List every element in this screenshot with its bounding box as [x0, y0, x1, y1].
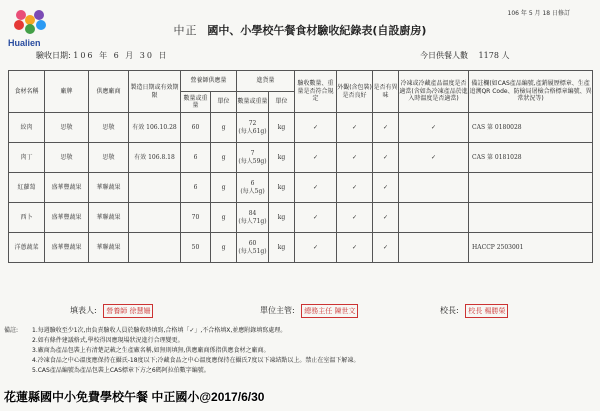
cell-remarks: CAS 第 0180028	[469, 113, 593, 143]
cell-name: 洋蔥蔬菜	[9, 233, 45, 263]
cell-check-packaging: ✓	[337, 113, 373, 143]
cell-name: 肉丁	[9, 143, 45, 173]
header-qty: 數量或重量	[181, 92, 211, 113]
cell-qty2-value: 6	[250, 180, 255, 187]
cell-qty2-sub: (每人61g)	[238, 127, 267, 135]
inspection-date-value: 106 年 6 月 30 日	[73, 51, 169, 60]
cell-check-packaging: ✓	[337, 143, 373, 173]
cell-qty2-sub: (每人71g)	[238, 217, 267, 225]
notes-label: 備註:	[4, 327, 19, 334]
preparer-signature	[70, 304, 153, 318]
cell-name: 西卜	[9, 203, 45, 233]
cell-check-packaging: ✓	[337, 173, 373, 203]
cell-qty2	[237, 113, 269, 143]
note-line: 4.冷凍食品之中心溫度應保持在攝氏-18度以下;冷藏食品之中心溫度應保持在攝氏7度以下凍結點以上。禁止在室溫下解凍。	[32, 357, 360, 364]
revision-date: 106 年 5 月 18 日修訂	[507, 10, 570, 17]
cell-qty2	[237, 143, 269, 173]
cell-check-frozen	[399, 173, 469, 203]
table-row	[9, 203, 593, 233]
cell-supplier: 思敬	[89, 143, 129, 173]
cell-check-inspection: ✓	[295, 143, 337, 173]
table-row	[9, 233, 593, 263]
cell-unit2: kg	[269, 143, 295, 173]
cell-brand: 盛華豐蔬果	[45, 173, 89, 203]
meal-count	[420, 50, 509, 61]
inspection-date	[36, 50, 169, 61]
header-remarks: 備註欄(如CAS產品編號,產銷履歷標章、生產追溯QR Code、防檢局屠檢合格標章編號、異常狀況等)	[469, 71, 593, 113]
cell-name: 紅蘿蔔	[9, 173, 45, 203]
header-brand: 廠牌	[45, 71, 89, 113]
cell-unit2: kg	[269, 233, 295, 263]
principal-signature	[440, 304, 508, 318]
principal-label: 校長:	[440, 306, 459, 315]
notes-section	[4, 326, 592, 376]
cell-date	[129, 173, 181, 203]
cell-brand: 盛華豐蔬果	[45, 233, 89, 263]
cell-unit: g	[211, 233, 237, 263]
table-row	[9, 173, 593, 203]
cell-check-inspection: ✓	[295, 203, 337, 233]
cell-check-frozen	[399, 203, 469, 233]
cell-unit: g	[211, 173, 237, 203]
inspection-date-label: 驗收日期:	[36, 51, 71, 60]
meal-count-label: 今日供餐人數	[420, 51, 468, 60]
cell-qty2-sub: (每人59g)	[238, 157, 267, 165]
note-line: 1.每週驗收至少1次,由負責驗收人員於驗收時填寫,合格填「✓」,不合格填X,並應附錄填寫處理。	[32, 327, 287, 334]
footer-caption: 花蓮縣國中小免費學校午餐 中正國小@2017/6/30	[4, 390, 265, 404]
cell-unit: g	[211, 203, 237, 233]
cell-check-inspection: ✓	[295, 233, 337, 263]
cell-date	[129, 203, 181, 233]
form-title	[0, 22, 600, 38]
cell-check-packaging: ✓	[337, 233, 373, 263]
preparer-label: 填表人:	[70, 306, 97, 315]
header-unit2: 單位	[269, 92, 295, 113]
cell-date: 有效 106.8.18	[129, 143, 181, 173]
cell-unit2: kg	[269, 203, 295, 233]
note-line: 2.如有條件建議格式,學校得因應現場狀況進行合理變更。	[32, 337, 184, 344]
header-ingredient: 食材名稱	[9, 71, 45, 113]
header-unit: 單位	[211, 92, 237, 113]
supervisor-label: 單位主管:	[260, 306, 295, 315]
header-supplier: 供應廠商	[89, 71, 129, 113]
table-row	[9, 143, 593, 173]
cell-check-inspection: ✓	[295, 113, 337, 143]
cell-qty2	[237, 173, 269, 203]
cell-brand: 思敬	[45, 113, 89, 143]
meal-count-value: 1178 人	[478, 51, 510, 60]
cell-qty2-value: 84	[248, 210, 257, 217]
cell-qty2-value: 60	[248, 240, 257, 247]
form-title-main: 國中、小學校午餐食材驗收紀錄表(自設廚房)	[207, 24, 427, 37]
cell-check-packaging: ✓	[337, 203, 373, 233]
cell-qty: 50	[181, 233, 211, 263]
supervisor-signature	[260, 304, 358, 318]
cell-supplier: 華聯蔬果	[89, 173, 129, 203]
cell-check-odor: ✓	[373, 113, 399, 143]
cell-qty2-value: 72	[248, 120, 257, 127]
cell-qty2-sub: (每人51g)	[238, 247, 267, 255]
header-nutrition-group: 營養師供應量	[181, 71, 237, 92]
cell-qty: 6	[181, 143, 211, 173]
cell-qty: 70	[181, 203, 211, 233]
cell-check-odor: ✓	[373, 173, 399, 203]
cell-qty2-sub: (每人5g)	[240, 187, 265, 195]
header-odor: 是否有異味	[373, 71, 399, 113]
header-inspection: 驗收數量、重量是否符合規定	[295, 71, 337, 113]
cell-check-odor: ✓	[373, 203, 399, 233]
cell-qty: 6	[181, 173, 211, 203]
cell-brand: 盛華豐蔬果	[45, 203, 89, 233]
cell-remarks	[469, 173, 593, 203]
note-line: 5.CAS產品編號為產品包裝上CAS標章下方之6碼阿拉伯數字編號。	[32, 367, 210, 374]
cell-brand: 思敬	[45, 143, 89, 173]
cell-qty2	[237, 203, 269, 233]
cell-check-inspection: ✓	[295, 173, 337, 203]
inspection-table	[8, 70, 593, 263]
header-packaging: 外觀(含包裝)是否良好	[337, 71, 373, 113]
table-row	[9, 113, 593, 143]
supervisor-stamp: 總務主任 陳世文	[301, 304, 358, 318]
header-dates: 製造日期或有效期限	[129, 71, 181, 113]
cell-check-frozen: ✓	[399, 143, 469, 173]
cell-date: 有效 106.10.28	[129, 113, 181, 143]
logo-brand-text: Hualien	[8, 38, 41, 48]
cell-remarks	[469, 203, 593, 233]
cell-unit2: kg	[269, 173, 295, 203]
cell-check-odor: ✓	[373, 233, 399, 263]
cell-supplier: 思敬	[89, 113, 129, 143]
cell-unit2: kg	[269, 113, 295, 143]
cell-check-frozen: ✓	[399, 113, 469, 143]
cell-qty2	[237, 233, 269, 263]
cell-date	[129, 233, 181, 263]
cell-check-odor: ✓	[373, 143, 399, 173]
cell-supplier: 華聯蔬果	[89, 203, 129, 233]
note-line: 3.廠商為產品包裝上有清楚記載之生產廠名稱,如無則填無,供應廠商係指供應食材之廠商。	[32, 347, 270, 354]
cell-unit: g	[211, 113, 237, 143]
cell-check-frozen	[399, 233, 469, 263]
header-qty2: 數量或重量	[237, 92, 269, 113]
cell-name: 絞肉	[9, 113, 45, 143]
cell-qty2-value: 7	[250, 150, 255, 157]
cell-unit: g	[211, 143, 237, 173]
school-name: 中正	[173, 24, 198, 37]
header-frozen: 冷凍或冷藏產品溫度是否適當(含如為冷凍產品於進入時溫度是否適當)	[399, 71, 469, 113]
principal-stamp: 校長 楊勝榮	[465, 304, 508, 318]
header-purchase-group: 進貨量	[237, 71, 295, 92]
preparer-stamp: 營養師 徐慧姍	[103, 304, 153, 318]
cell-supplier: 華聯蔬果	[89, 233, 129, 263]
cell-remarks: HACCP 2503001	[469, 233, 593, 263]
cell-qty: 60	[181, 113, 211, 143]
cell-remarks: CAS 第 0181028	[469, 143, 593, 173]
